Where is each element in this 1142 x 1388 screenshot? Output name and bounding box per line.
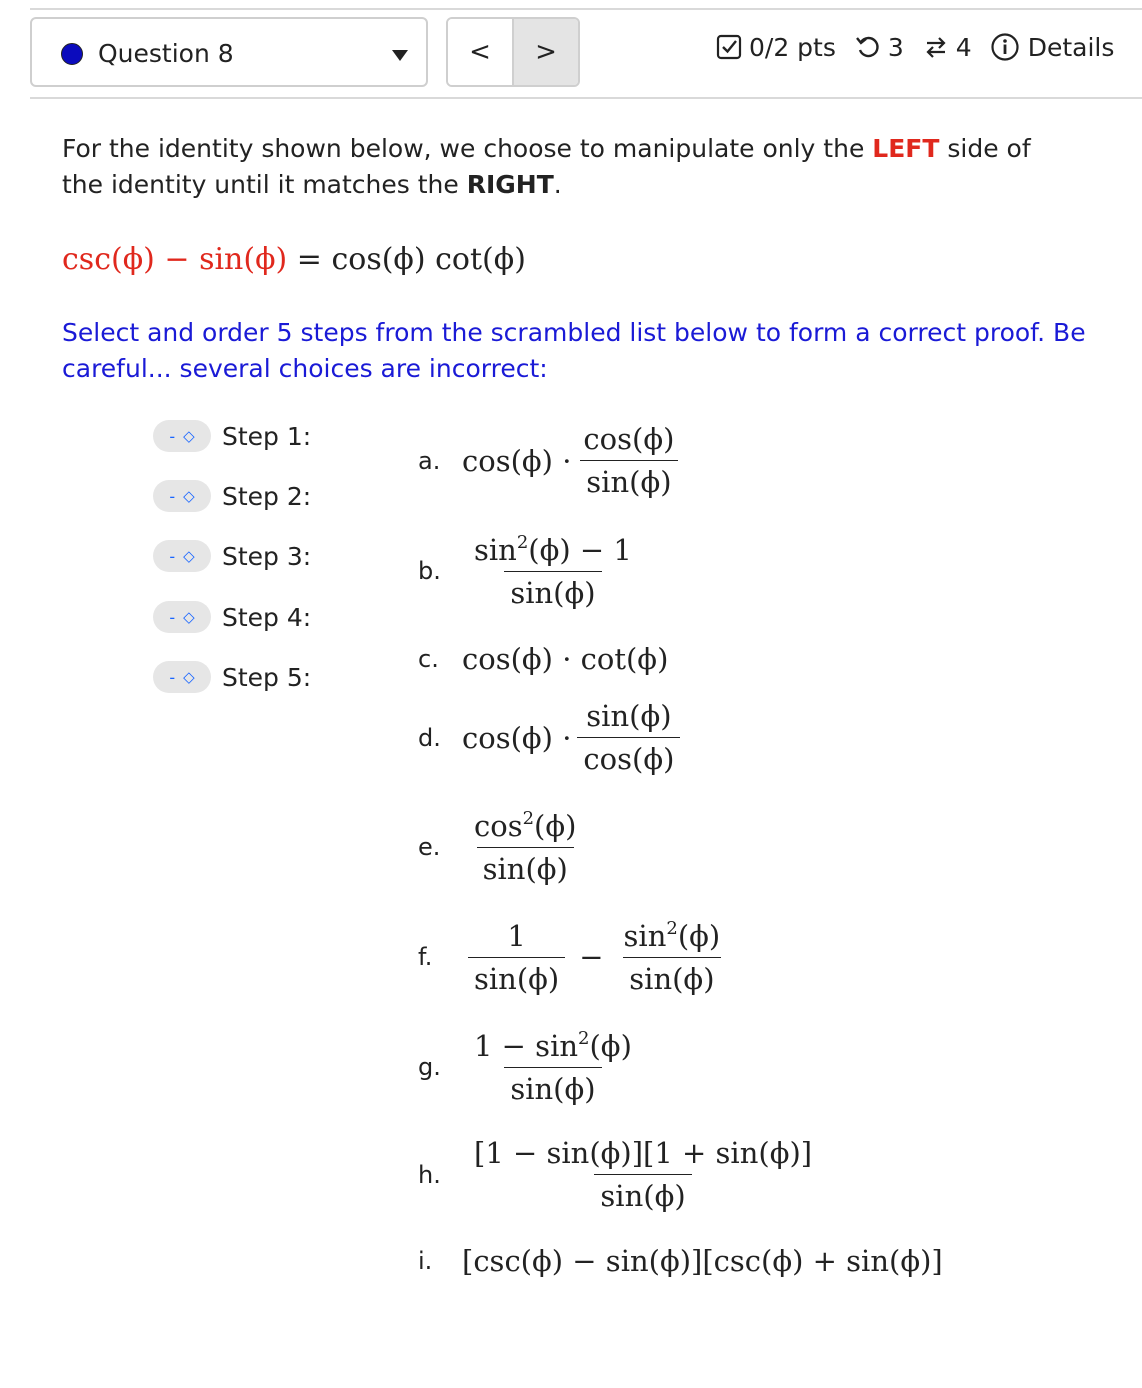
fraction — [577, 699, 680, 776]
option-h — [418, 1136, 824, 1213]
next-question-button[interactable]: > — [514, 19, 578, 85]
question-status-bar — [715, 32, 1114, 62]
numerator: sin(ϕ) — [586, 699, 672, 733]
step-5-selector[interactable] — [153, 661, 211, 693]
numerator — [618, 918, 727, 957]
chevron-updown-icon: ◇ — [183, 667, 195, 686]
option-b — [418, 532, 644, 610]
fraction — [577, 422, 680, 499]
identity-left-side: csc(ϕ) − sin(ϕ) — [62, 242, 288, 277]
option-d — [418, 699, 686, 776]
numerator — [468, 532, 638, 571]
versions-icon — [922, 33, 950, 61]
right-keyword: RIGHT — [466, 170, 554, 199]
step-label: Step 1: — [222, 421, 312, 451]
problem-statement — [62, 131, 1062, 203]
numerator: [1 − sin(ϕ)][1 + sin(ϕ)] — [474, 1136, 813, 1170]
option-expression — [462, 699, 686, 776]
denominator: sin(ϕ) — [468, 957, 565, 996]
fraction — [468, 808, 582, 886]
denominator: sin(ϕ) — [504, 571, 601, 610]
step-value: - — [169, 486, 176, 506]
previous-question-button[interactable]: < — [448, 19, 514, 85]
denominator: sin(ϕ) — [580, 460, 677, 499]
num-rest: (ϕ) — [589, 1029, 632, 1063]
num-base: sin — [623, 919, 667, 953]
step-row — [153, 479, 311, 513]
left-keyword: LEFT — [872, 134, 940, 163]
step-row — [153, 660, 311, 694]
step-row — [153, 419, 311, 453]
chevron-updown-icon: ◇ — [183, 486, 195, 505]
num-exponent: 2 — [522, 808, 535, 829]
intro-period: . — [553, 170, 562, 199]
fraction — [468, 1136, 818, 1213]
num-exponent: 2 — [666, 918, 678, 939]
chevron-updown-icon: ◇ — [183, 546, 195, 565]
numerator — [468, 808, 582, 847]
step-value: - — [169, 546, 176, 566]
option-letter: c. — [418, 645, 439, 673]
num-base: cos — [474, 809, 523, 843]
top-divider — [30, 8, 1142, 10]
num-exponent: 2 — [516, 532, 529, 553]
num-rest: (ϕ) — [534, 809, 577, 843]
option-letter: h. — [418, 1160, 441, 1189]
numerator — [468, 1028, 638, 1067]
step-label: Step 4: — [222, 602, 312, 632]
retry-icon — [854, 33, 882, 61]
step-label: Step 3: — [222, 541, 312, 571]
denominator: cos(ϕ) — [577, 737, 680, 776]
step-value: - — [169, 426, 176, 446]
fraction — [468, 919, 565, 996]
step-row — [153, 539, 311, 573]
num-prefix: 1 − sin — [474, 1029, 579, 1063]
num-base: sin — [474, 533, 517, 567]
option-expression: cos(ϕ) · cot(ϕ) — [462, 642, 669, 676]
num-rest: (ϕ) − 1 — [528, 533, 632, 567]
step-label: Step 5: — [222, 662, 312, 692]
step-label: Step 2: — [222, 481, 312, 511]
numerator: cos(ϕ) — [583, 422, 675, 456]
num-rest: (ϕ) — [677, 919, 721, 953]
option-a — [418, 422, 686, 499]
option-g — [418, 1028, 644, 1106]
option-letter: b. — [418, 557, 441, 585]
versions-count: 4 — [955, 32, 972, 62]
numerator: 1 — [507, 918, 526, 953]
checkbox-icon — [715, 33, 743, 61]
identity-equation — [62, 240, 526, 280]
step-value: - — [169, 607, 176, 627]
step-value: - — [169, 667, 176, 687]
fraction — [468, 1028, 638, 1106]
fraction — [468, 532, 638, 610]
instructions: Select and order 5 steps from the scrambled list below to form a correct proof. Be careful... several choices are incorrect: — [62, 318, 1086, 383]
chevron-updown-icon: ◇ — [183, 607, 195, 626]
question-label: Question 8 — [98, 39, 234, 68]
fraction — [618, 918, 727, 996]
question-status-dot — [61, 43, 83, 65]
option-letter: f. — [418, 943, 433, 971]
option-expression — [462, 1028, 644, 1106]
dropdown-caret-icon — [392, 50, 408, 61]
option-letter: i. — [418, 1247, 433, 1275]
step-4-selector[interactable] — [153, 601, 211, 633]
option-letter: e. — [418, 833, 441, 861]
option-expression — [462, 918, 732, 996]
points-text: 0/2 pts — [749, 32, 836, 62]
details-link[interactable]: Details — [1027, 32, 1115, 62]
option-letter: g. — [418, 1053, 441, 1081]
option-expression — [462, 1136, 824, 1213]
option-i — [418, 1244, 943, 1278]
denominator: sin(ϕ) — [623, 957, 720, 996]
denominator: sin(ϕ) — [477, 847, 574, 886]
option-letter: a. — [418, 446, 441, 475]
attempts-count: 3 — [887, 32, 904, 62]
question-nav — [446, 17, 580, 87]
info-icon[interactable] — [990, 32, 1020, 62]
option-f — [418, 918, 732, 996]
identity-right-side: cos(ϕ) cot(ϕ) — [331, 242, 526, 277]
minus-sign: − — [579, 940, 604, 974]
step-2-selector[interactable] — [153, 480, 211, 512]
chevron-updown-icon: ◇ — [183, 426, 195, 445]
question-selector[interactable] — [30, 17, 428, 87]
expr-prefix: cos(ϕ) · — [462, 443, 572, 478]
step-row — [153, 600, 311, 634]
step-3-selector[interactable] — [153, 540, 211, 572]
header-divider — [30, 97, 1142, 99]
option-letter: d. — [418, 723, 441, 752]
option-expression — [462, 808, 588, 886]
option-c — [418, 642, 668, 676]
option-expression: [csc(ϕ) − sin(ϕ)][csc(ϕ) + sin(ϕ)] — [462, 1244, 943, 1278]
intro-text-1: For the identity shown below, we choose to manipulate only the — [62, 134, 865, 163]
identity-equals: = — [296, 242, 322, 277]
option-e — [418, 808, 588, 886]
option-expression — [462, 422, 686, 499]
denominator: sin(ϕ) — [504, 1067, 601, 1106]
denominator: sin(ϕ) — [594, 1174, 691, 1213]
step-1-selector[interactable] — [153, 420, 211, 452]
num-exponent: 2 — [578, 1028, 590, 1049]
intro-text-2: side of the identity until it matches the — [62, 134, 1031, 199]
expr-prefix: cos(ϕ) · — [462, 720, 572, 755]
option-expression — [462, 532, 644, 610]
